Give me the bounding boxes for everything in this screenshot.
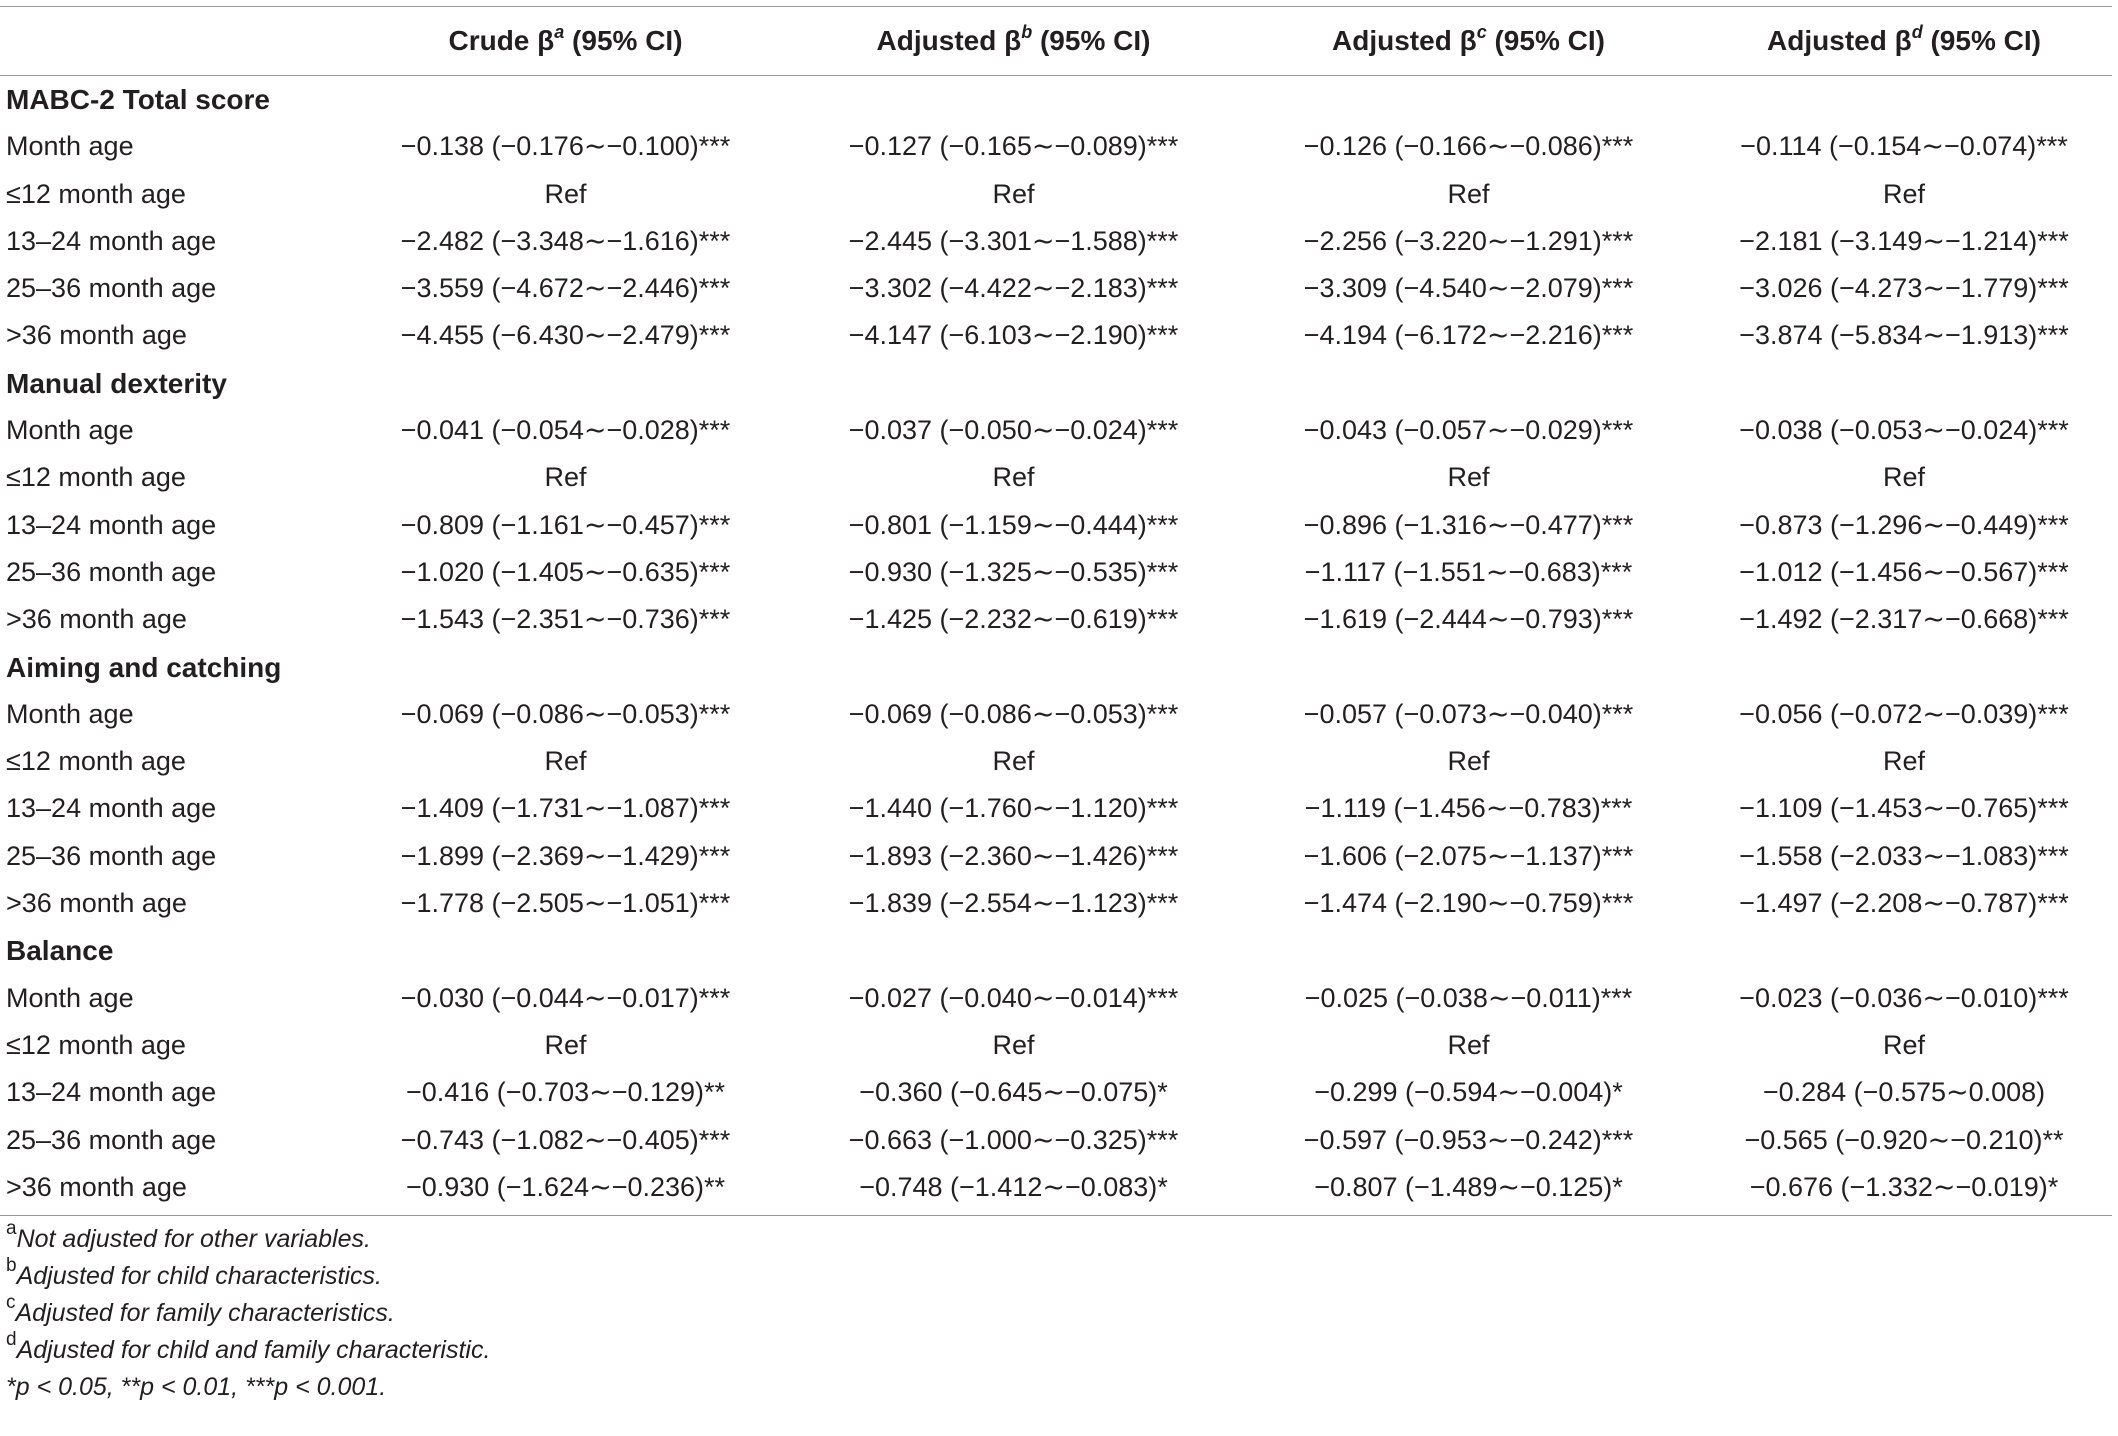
table-cell: −3.559 (−4.672∼−2.446)*** (400, 273, 731, 304)
table-row (0, 454, 2112, 501)
footnote-text: Adjusted for child characteristics. (16, 1262, 383, 1291)
table-row (0, 833, 2112, 880)
table-cell: −4.147 (−6.103∼−2.190)*** (848, 320, 1179, 351)
footnote-marker: b (6, 1254, 17, 1276)
table-cell: −0.896 (−1.316∼−0.477)*** (1303, 509, 1634, 540)
table-header (0, 7, 2112, 76)
table-cell: −0.041 (−0.054∼−0.028)*** (400, 415, 731, 446)
table-row (0, 1022, 2112, 1069)
table-cell: −0.299 (−0.594∼−0.004)* (1314, 1077, 1623, 1108)
table-cell: Ref (992, 746, 1035, 777)
table-cell: Ref (1447, 462, 1490, 493)
table-row (0, 738, 2112, 785)
results-table-container (0, 6, 2112, 1406)
table-row (0, 171, 2112, 218)
table-cell: −0.676 (−1.332∼−0.019)* (1749, 1171, 2059, 1202)
section-header-row (0, 644, 2112, 691)
table-row (0, 785, 2112, 832)
row-label: 13–24 month age (6, 509, 217, 540)
footnote-marker: d (6, 1328, 17, 1350)
table-cell: −0.284 (−0.575∼0.008) (1762, 1077, 2046, 1108)
footnote-text: Adjusted for family characteristics. (15, 1299, 395, 1328)
table-cell: −0.126 (−0.166∼−0.086)*** (1303, 131, 1634, 162)
table-cell: −0.023 (−0.036∼−0.010)*** (1739, 982, 2069, 1013)
footnote (6, 1217, 2112, 1258)
table-cell: −1.020 (−1.405∼−0.635)*** (400, 556, 731, 587)
table-cell: −0.138 (−0.176∼−0.100)*** (400, 131, 731, 162)
table-cell: −0.809 (−1.161∼−0.457)*** (400, 509, 731, 540)
table-cell: −3.302 (−4.422∼−2.183)*** (848, 273, 1179, 304)
row-label: 13–24 month age (6, 793, 217, 824)
table-cell: −0.930 (−1.624∼−0.236)** (405, 1171, 726, 1202)
table-cell: −3.874 (−5.834∼−1.913)*** (1739, 320, 2069, 351)
row-label: >36 month age (6, 320, 187, 351)
table-row (0, 218, 2112, 265)
table-cell: −1.109 (−1.453∼−0.765)*** (1739, 793, 2069, 824)
table-row (0, 265, 2112, 312)
row-label: 13–24 month age (6, 1077, 217, 1108)
footnote-text: Adjusted for child and family characteristic. (16, 1336, 491, 1365)
table-row (0, 596, 2112, 643)
table-cell: −2.445 (−3.301∼−1.588)*** (848, 225, 1179, 256)
table-cell: −1.425 (−2.232∼−0.619)*** (848, 604, 1179, 635)
table-cell: −1.899 (−2.369∼−1.429)*** (400, 840, 731, 871)
table-cell: Ref (1882, 1029, 1926, 1060)
row-label: >36 month age (6, 604, 187, 635)
header-adjusted-beta-c: Adjusted $\beta^c$ (95% CI) (1332, 21, 1605, 56)
table-cell: Ref (544, 178, 587, 209)
footnote-marker: a (6, 1217, 17, 1239)
table-cell: −0.663 (−1.000∼−0.325)*** (848, 1124, 1179, 1155)
table-cell: Ref (544, 1029, 587, 1060)
table-cell: Ref (544, 462, 587, 493)
table-cell: −0.043 (−0.057∼−0.029)*** (1303, 415, 1634, 446)
row-label: 25–36 month age (6, 1124, 217, 1155)
table-cell: −1.893 (−2.360∼−1.426)*** (848, 840, 1179, 871)
table-cell: −1.012 (−1.456∼−0.567)*** (1739, 556, 2069, 587)
table-cell: −0.807 (−1.489∼−0.125)* (1314, 1171, 1623, 1202)
table-cell: Ref (992, 1029, 1035, 1060)
table-cell: −0.037 (−0.050∼−0.024)*** (848, 415, 1179, 446)
table-cell: −1.497 (−2.208∼−0.787)*** (1739, 888, 2069, 919)
table-cell: Ref (1882, 462, 1926, 493)
row-label: ≤12 month age (6, 178, 186, 209)
section-title: Manual dexterity (6, 367, 227, 399)
row-label: ≤12 month age (6, 746, 186, 777)
row-label: Month age (6, 131, 134, 162)
table-cell: −0.056 (−0.072∼−0.039)*** (1739, 698, 2069, 729)
header-row (0, 7, 2112, 76)
row-label: Month age (6, 415, 134, 446)
results-table (0, 7, 2112, 1211)
table-cell: −2.482 (−3.348∼−1.616)*** (400, 225, 731, 256)
table-row (0, 502, 2112, 549)
table-cell: −1.839 (−2.554∼−1.123)*** (848, 888, 1179, 919)
table-cell: −1.543 (−2.351∼−0.736)*** (400, 604, 731, 635)
row-label: 13–24 month age (6, 225, 217, 256)
row-label: 25–36 month age (6, 556, 217, 587)
table-cell: −4.194 (−6.172∼−2.216)*** (1303, 320, 1634, 351)
table-cell: −1.117 (−1.551∼−0.683)*** (1304, 556, 1633, 587)
table-cell: −1.558 (−2.033∼−1.083)*** (1739, 840, 2069, 871)
table-cell: Ref (1447, 178, 1490, 209)
table-cell: −1.409 (−1.731∼−1.087)*** (400, 793, 731, 824)
table-cell: −1.778 (−2.505∼−1.051)*** (400, 888, 731, 919)
table-cell: −4.455 (−6.430∼−2.479)*** (400, 320, 731, 351)
table-cell: −0.360 (−0.645∼−0.075)* (859, 1077, 1168, 1108)
table-row (0, 1164, 2112, 1211)
footnote-text: Not adjusted for other variables. (16, 1225, 371, 1254)
table-cell: −0.027 (−0.040∼−0.014)*** (848, 982, 1179, 1013)
row-label: 25–36 month age (6, 840, 217, 871)
table-cell: −0.114 (−0.154∼−0.074)*** (1740, 131, 2068, 162)
table-cell: −2.256 (−3.220∼−1.291)*** (1303, 225, 1634, 256)
table-body (0, 76, 2112, 1212)
table-cell: Ref (1882, 178, 1926, 209)
table-cell: −1.119 (−1.456∼−0.783)*** (1304, 793, 1633, 824)
footnote-marker: c (6, 1291, 16, 1313)
row-label: 25–36 month age (6, 273, 217, 304)
row-label: >36 month age (6, 1171, 187, 1202)
row-label: Month age (6, 698, 134, 729)
table-row (0, 407, 2112, 454)
row-label: Month age (6, 982, 134, 1013)
header-crude-beta: Crude $\beta^a$ (95% CI) (448, 21, 683, 56)
row-label: >36 month age (6, 888, 187, 919)
header-adjusted-beta-b: Adjusted $\beta^b$ (95% CI) (876, 21, 1151, 56)
table-cell: −0.748 (−1.412∼−0.083)* (859, 1171, 1168, 1202)
table-cell: Ref (1447, 1029, 1490, 1060)
footnote-text: *p < 0.05, **p < 0.01, ***p < 0.001. (6, 1373, 387, 1402)
table-cell: −0.038 (−0.053∼−0.024)*** (1739, 415, 2069, 446)
footnote (6, 1369, 2112, 1406)
table-cell: Ref (544, 746, 587, 777)
section-title: Aiming and catching (6, 651, 282, 683)
section-header-row (0, 927, 2112, 974)
table-cell: −3.026 (−4.273∼−1.779)*** (1739, 273, 2069, 304)
footnote (6, 1254, 2112, 1295)
table-row (0, 123, 2112, 170)
table-cell: −1.440 (−1.760∼−1.120)*** (848, 793, 1179, 824)
table-cell: Ref (1882, 746, 1926, 777)
table-cell: −2.181 (−3.149∼−1.214)*** (1739, 225, 2069, 256)
table-cell: −0.565 (−0.920∼−0.210)** (1744, 1124, 2064, 1155)
table-cell: −0.069 (−0.086∼−0.053)*** (400, 698, 731, 729)
row-label: ≤12 month age (6, 462, 186, 493)
table-cell: −0.743 (−1.082∼−0.405)*** (400, 1124, 731, 1155)
table-row (0, 880, 2112, 927)
table-row (0, 312, 2112, 359)
table-cell: Ref (1447, 746, 1490, 777)
table-cell: −1.492 (−2.317∼−0.668)*** (1739, 604, 2069, 635)
table-cell: −0.416 (−0.703∼−0.129)** (405, 1077, 726, 1108)
table-cell: −0.801 (−1.159∼−0.444)*** (848, 509, 1179, 540)
table-cell: −0.069 (−0.086∼−0.053)*** (848, 698, 1179, 729)
table-row (0, 691, 2112, 738)
section-title: MABC-2 Total score (6, 84, 270, 115)
section-header-row (0, 360, 2112, 407)
table-cell: −1.619 (−2.444∼−0.793)*** (1303, 604, 1634, 635)
table-cell: −0.025 (−0.038∼−0.011)*** (1304, 982, 1633, 1013)
table-cell: −0.873 (−1.296∼−0.449)*** (1739, 509, 2069, 540)
table-cell: Ref (992, 178, 1035, 209)
table-row (0, 549, 2112, 596)
table-cell: Ref (992, 462, 1035, 493)
table-cell: −3.309 (−4.540∼−2.079)*** (1303, 273, 1634, 304)
table-row (0, 1117, 2112, 1164)
header-empty (0, 7, 345, 76)
table-cell: −1.474 (−2.190∼−0.759)*** (1303, 888, 1634, 919)
table-cell: −1.606 (−2.075∼−1.137)*** (1303, 840, 1634, 871)
table-row (0, 1069, 2112, 1116)
row-label: ≤12 month age (6, 1029, 186, 1060)
footnote (6, 1291, 2112, 1332)
header-adjusted-beta-d: Adjusted $\beta^d$ (95% CI) (1767, 21, 2041, 56)
table-cell: −0.597 (−0.953∼−0.242)*** (1303, 1124, 1634, 1155)
section-title: Balance (6, 935, 114, 967)
table-row (0, 975, 2112, 1022)
table-cell: −0.930 (−1.325∼−0.535)*** (848, 556, 1179, 587)
footnotes (0, 1216, 2112, 1406)
table-cell: −0.030 (−0.044∼−0.017)*** (400, 982, 731, 1013)
section-header-row (0, 76, 2112, 124)
table-cell: −0.057 (−0.073∼−0.040)*** (1303, 698, 1634, 729)
footnote (6, 1328, 2112, 1369)
table-cell: −0.127 (−0.165∼−0.089)*** (848, 131, 1179, 162)
